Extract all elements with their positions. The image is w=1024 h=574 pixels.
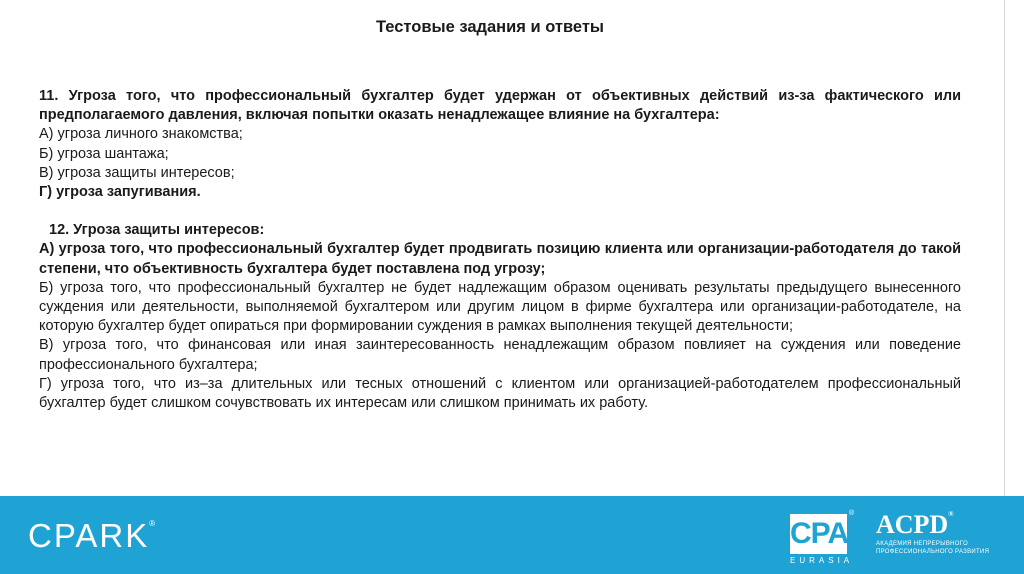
slide-title: Тестовые задания и ответы — [376, 18, 604, 36]
question-11-option-b: Б) угроза шантажа; — [39, 145, 169, 162]
spacer — [39, 202, 961, 221]
question-11-option-c: В) угроза защиты интересов; — [39, 164, 235, 181]
question-12-option-b: Б) угроза того, что профессиональный бухгалтер не будет надлежащим образом оценивать результаты предыдущего вынесенного суждения или деятельности, выполняемой бухгалтером или другим лицом в фирме бухгалтера или организации-работодателе, на которую бухгалтер будет опираться при формировании суждения в рамках выполнения текущей деятельности; — [39, 279, 961, 335]
question-12-option-d: Г) угроза того, что из–за длительных или тесных отношений с клиентом или организацией-работодателем профессиональный бухгалтер будет слишком сочувствовать их интересам или слишком принимать их работу. — [39, 375, 961, 412]
slide-content — [39, 87, 961, 413]
cpa-eurasia-logo: CPA EURASIA ® — [790, 510, 855, 565]
cpa-logo-subtitle: EURASIA — [790, 556, 854, 565]
cpark-logo: CPARK® — [28, 517, 156, 554]
question-11-option-a: А) угроза личного знакомства; — [39, 126, 243, 143]
acpd-logo: ACPD® АКАДЕМИЯ НЕПРЕРЫВНОГО ПРОФЕССИОНАЛЬНОГО РАЗВИТИЯ — [876, 510, 990, 555]
question-11-text: 11. Угроза того, что профессиональный бухгалтер будет удержан от объективных действий из-за фактического или предполагаемого давления, включая попытки оказать ненадлежащее влияние на бухгалтера: — [39, 88, 961, 124]
footer-bar — [0, 496, 1024, 574]
question-11-option-d-correct: Г) угроза запугивания. — [39, 184, 201, 201]
question-12-text: 12. Угроза защиты интересов: — [49, 222, 265, 239]
cpa-logo-mark: CPA — [790, 514, 847, 554]
question-12-option-c: В) угроза того, что финансовая или иная заинтересованность ненадлежащим образом повлияет на суждения или поведение профессионального бухгалтера; — [39, 337, 961, 373]
divider-line — [1004, 0, 1005, 496]
question-12-option-a-correct: А) угроза того, что профессиональный бухгалтер будет продвигать позицию клиента или организации-работодателя до такой степени, что объективность бухгалтера будет поставлена под угрозу; — [39, 241, 961, 277]
